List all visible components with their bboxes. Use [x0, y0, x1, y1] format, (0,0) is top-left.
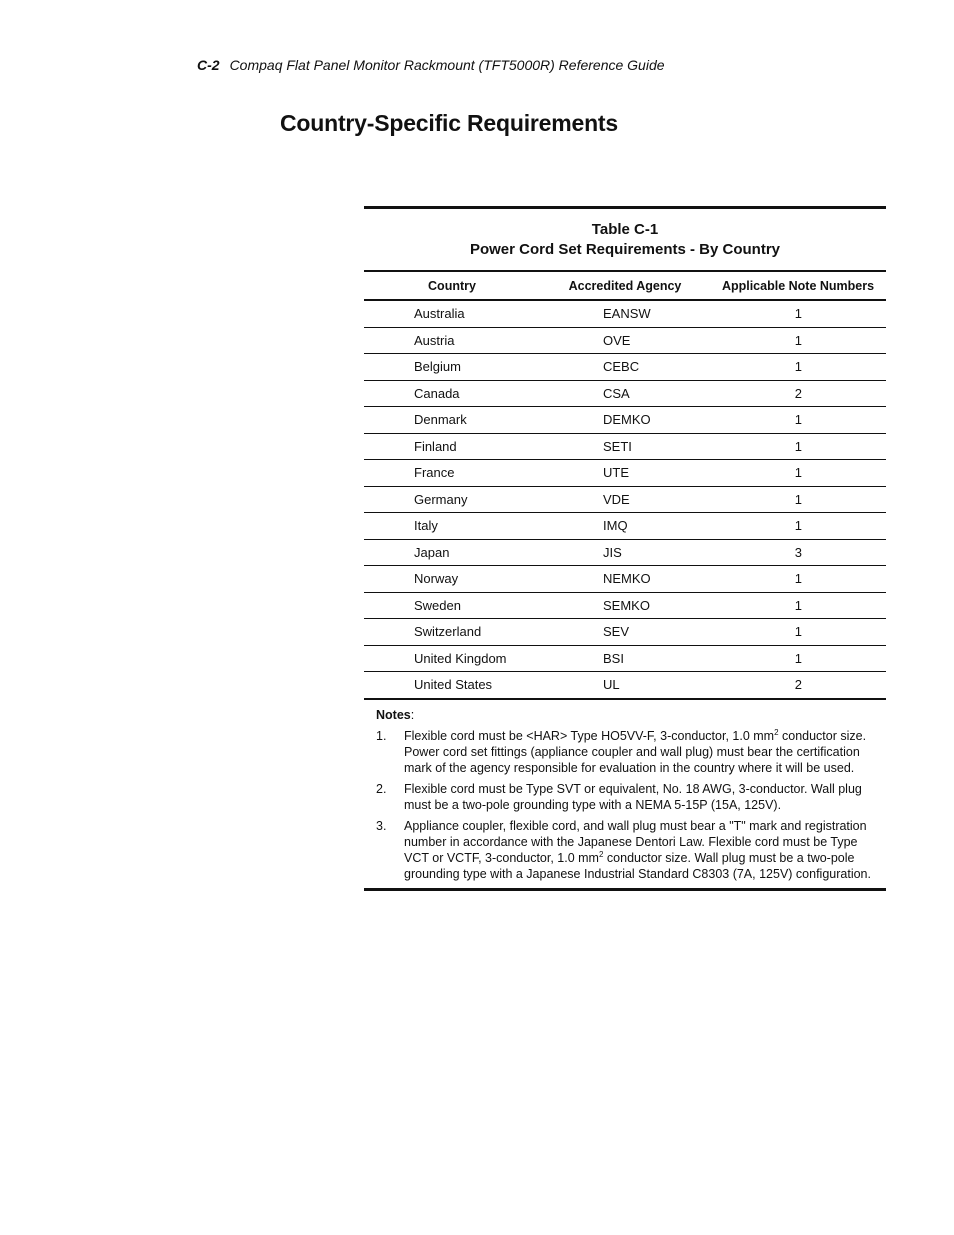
cell-note-number: 1 — [710, 460, 886, 487]
cell-country: United Kingdom — [364, 645, 540, 672]
cell-agency: CSA — [540, 380, 710, 407]
notes-list — [376, 728, 876, 882]
note-item — [376, 818, 876, 882]
table-row — [364, 300, 886, 327]
table-header-row — [364, 272, 886, 300]
table-row — [364, 433, 886, 460]
cell-country: Australia — [364, 300, 540, 327]
cell-agency: CEBC — [540, 354, 710, 381]
cell-country: Germany — [364, 486, 540, 513]
table-row — [364, 592, 886, 619]
column-header-country: Country — [364, 272, 540, 300]
table-row — [364, 380, 886, 407]
table-row — [364, 539, 886, 566]
cell-country: Japan — [364, 539, 540, 566]
cell-agency: SETI — [540, 433, 710, 460]
table-row — [364, 327, 886, 354]
table-row — [364, 672, 886, 699]
table-number: Table C-1 — [591, 221, 659, 238]
note-text: Appliance coupler, flexible cord, and wall plug must bear a "T" mark and registration number in accordance with the Japanese Dentori Law. Flexible cord must be Type VCT or VCTF, 3-conductor, 1.0 $mm^2$ conductor size. Wall plug must be a two-pole grounding type with a Japanese Industrial Standard C8303 (7A, 125V) configuration. — [404, 818, 871, 881]
column-header-agency: Accredited Agency — [540, 272, 710, 300]
cell-country: Italy — [364, 513, 540, 540]
page-number: C-2 — [197, 57, 220, 73]
cell-note-number: 1 — [710, 486, 886, 513]
cell-agency: JIS — [540, 539, 710, 566]
power-cord-table-block — [364, 206, 886, 891]
cell-note-number: 1 — [710, 354, 886, 381]
cell-country: France — [364, 460, 540, 487]
superscript: 2 — [598, 849, 604, 859]
cell-agency: IMQ — [540, 513, 710, 540]
note-text: Flexible cord must be <HAR> Type HO5VV-F, 3-conductor, 1.0 $mm^2$ conductor size. Power cord set fittings (appliance coupler and wall plug) must bear the certification mark of the agency responsible for evaluation in the country where it will be used. — [404, 727, 867, 775]
note-item — [376, 781, 876, 813]
cell-agency: EANSW — [540, 300, 710, 327]
cell-country: Switzerland — [364, 619, 540, 646]
note-item — [376, 728, 876, 776]
superscript: 2 — [774, 727, 779, 737]
table-row — [364, 619, 886, 646]
guide-title: Compaq Flat Panel Monitor Rackmount (TFT5000R) Reference Guide — [229, 57, 665, 73]
section-title: Country-Specific Requirements — [280, 110, 618, 136]
cell-agency: BSI — [540, 645, 710, 672]
notes-label: Notes: — [376, 707, 415, 722]
table-row — [364, 460, 886, 487]
cell-country: Canada — [364, 380, 540, 407]
cell-note-number: 2 — [710, 380, 886, 407]
power-cord-requirements-table — [364, 272, 886, 700]
table-row — [364, 354, 886, 381]
note-number: 3. — [376, 818, 387, 833]
cell-agency: DEMKO — [540, 407, 710, 434]
cell-agency: OVE — [540, 327, 710, 354]
running-header — [197, 57, 665, 73]
cell-note-number: 1 — [710, 300, 886, 327]
cell-agency: SEV — [540, 619, 710, 646]
table-title: Power Cord Set Requirements - By Country — [469, 241, 781, 258]
note-text: Flexible cord must be Type SVT or equivalent, No. 18 AWG, 3-conductor. Wall plug must be a two-pole grounding type with a NEMA 5-15P (15A, 125V). — [404, 781, 862, 812]
table-caption — [364, 209, 886, 272]
table-notes — [364, 700, 886, 891]
cell-agency: VDE — [540, 486, 710, 513]
cell-agency: UTE — [540, 460, 710, 487]
table-row — [364, 566, 886, 593]
cell-country: Austria — [364, 327, 540, 354]
cell-note-number: 1 — [710, 327, 886, 354]
cell-country: Sweden — [364, 592, 540, 619]
table-row — [364, 645, 886, 672]
cell-country: Finland — [364, 433, 540, 460]
cell-note-number: 2 — [710, 672, 886, 699]
note-number: 2. — [376, 781, 387, 796]
cell-note-number: 1 — [710, 433, 886, 460]
cell-note-number: 3 — [710, 539, 886, 566]
table-row — [364, 407, 886, 434]
cell-note-number: 1 — [710, 619, 886, 646]
table-row — [364, 513, 886, 540]
cell-country: Norway — [364, 566, 540, 593]
cell-note-number: 1 — [710, 566, 886, 593]
cell-agency: UL — [540, 672, 710, 699]
cell-country: United States — [364, 672, 540, 699]
cell-agency: SEMKO — [540, 592, 710, 619]
cell-note-number: 1 — [710, 645, 886, 672]
table-row — [364, 486, 886, 513]
column-header-note-numbers: Applicable Note Numbers — [710, 272, 886, 300]
note-number: 1. — [376, 728, 387, 743]
cell-country: Belgium — [364, 354, 540, 381]
cell-agency: NEMKO — [540, 566, 710, 593]
cell-note-number: 1 — [710, 592, 886, 619]
cell-note-number: 1 — [710, 407, 886, 434]
table-body — [364, 300, 886, 699]
cell-country: Denmark — [364, 407, 540, 434]
cell-note-number: 1 — [710, 513, 886, 540]
